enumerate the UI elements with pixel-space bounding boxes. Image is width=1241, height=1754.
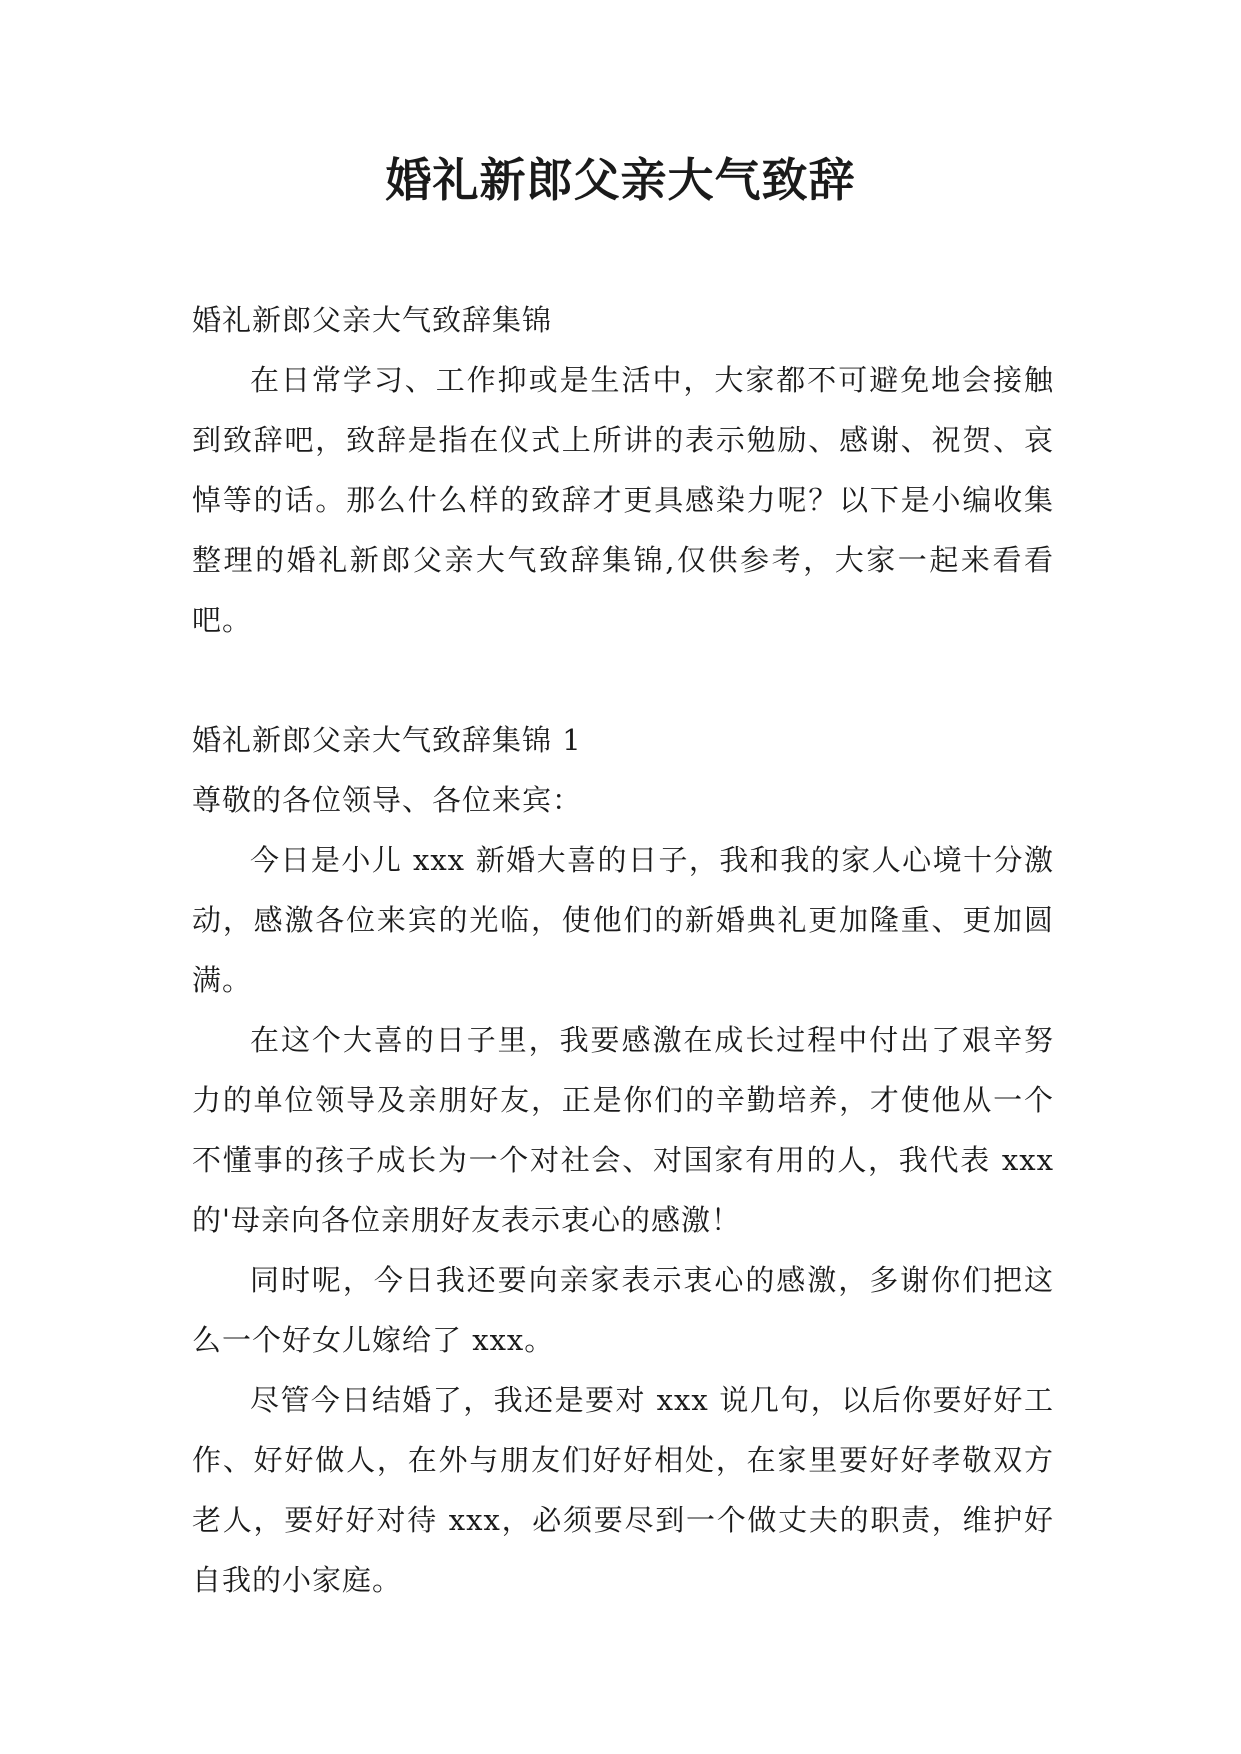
salutation: 尊敬的各位领导、各位来宾： (192, 783, 583, 817)
body-paragraph: 今日是小儿 xxx 新婚大喜的日子，我和我的家人心境十分激动，感激各位来宾的光临，使他们的新婚典礼更加隆重、更加圆满。 (192, 843, 1054, 997)
intro-paragraph: 在日常学习、工作抑或是生活中，大家都不可避免地会接触到致辞吧，致辞是指在仪式上所讲的表示勉励、感谢、祝贺、哀悼等的话。那么什么样的致辞才更具感染力呢？以下是小编收集整理的婚礼新郎父亲大气致辞集锦,仅供参考，大家一起来看看吧。 (192, 363, 1054, 637)
section-spacer (192, 650, 1054, 710)
body-paragraph: 同时呢，今日我还要向亲家表示衷心的感激，多谢你们把这么一个好女儿嫁给了 xxx。 (192, 1263, 1054, 1357)
section-heading: 婚礼新郎父亲大气致辞集锦 1 (192, 723, 582, 757)
body-paragraph: 在这个大喜的日子里，我要感激在成长过程中付出了艰辛努力的单位领导及亲朋好友，正是你们的辛勤培养，才使他从一个不懂事的孩子成长为一个对社会、对国家有用的人，我代表 xxx 的'母亲向各位亲朋好友表示衷心的感激！ (192, 1023, 1054, 1237)
document-subtitle: 婚礼新郎父亲大气致辞集锦 (192, 303, 553, 337)
document-body (192, 290, 1054, 1610)
document-title: 婚礼新郎父亲大气致辞 (385, 153, 856, 207)
body-paragraph: 尽管今日结婚了，我还是要对 xxx 说几句，以后你要好好工作、好好做人，在外与朋友们好好相处，在家里要好好孝敬双方老人，要好好对待 xxx，必须要尽到一个做丈夫的职责，维护好自我的小家庭。 (192, 1383, 1054, 1597)
